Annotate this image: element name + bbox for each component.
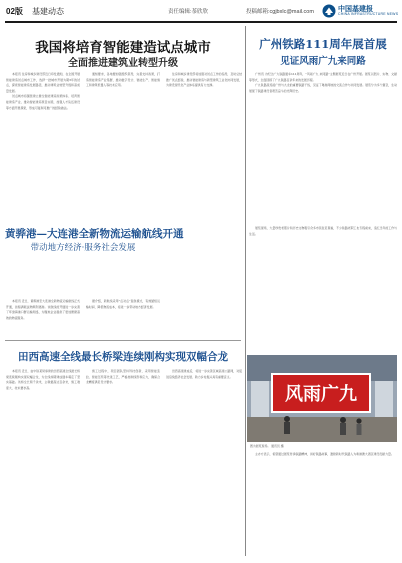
article-paragraph: 本报讯 住房和城乡建设部近日印发通知，在全国开展智能建造试点城市工作，选择一批城市开展为期3年的试点，探索智能建造发展路径，推动建筑业转型升级和高质量发展。 [6,72,80,93]
article-paragraph: 展览现场，大量珍贵老照片和历史文物吸引众多市民驻足观看，不少铁路老职工也专程前来，追忆当年的工作与生活。 [249,226,397,236]
page-header [0,0,402,26]
article-paragraph: 田西高速建成后，将进一步完善区域高速公路网，对促进沿线经济社会发展、助力乡村振兴具有重要意义。 [166,369,242,379]
article-body-column [166,72,242,208]
article-body-column [249,226,397,352]
article-body-column [6,72,80,208]
article-body-column [249,452,397,554]
article-paragraph: 广九铁路是连接广州与九龙的重要铁路干线，见证了粤港两地的交流合作与共同发展。展览分为多个篇章，生动展现了铁路建设者艰苦奋斗的光辉历史。 [249,83,397,93]
logo-subtitle: CHINA INFRASTRUCTURE NEWS [338,12,399,16]
article-body-column [86,72,160,208]
article-paragraph: 主办方表示，希望通过展览传承铁路精神，讲好铁路故事，激励新时代铁路人为粤港澳大湾区建设贡献力量。 [255,452,394,456]
svg-text:风雨广九: 风雨广九 [285,384,357,405]
article-paragraph: 试点城市将围绕建立健全智能建造政策体系、培育智能建造产业、推动智能建造项目实践、加强人才队伍建设等方面开展探索，形成可复制可推广的经验做法。 [6,94,80,110]
article-paragraph: 本报讯 近日，由中铁某局承建的田西高速全线最长桥梁连续刚构实现双幅合龙，为全线如期建成通车奠定了坚实基础。该桥全长两千余米，主墩最高达百余米，施工难度大、技术要求高。 [6,369,80,390]
article-divider [5,340,241,341]
article-body-column [249,72,397,222]
article-subheadline: 见证风雨广九来同路 [280,56,366,67]
section-name: 基建动态 [32,7,64,16]
newspaper-logo [322,4,398,18]
article-body-column [6,299,80,337]
editor-credit: 责任编辑:茶欣欣 [168,9,209,15]
article-headline: 黄骅港—大连港全新物流运输航线开通 [5,228,184,240]
logo-emblem-icon [322,4,336,18]
article-headline: 广州铁路111周年展首展 [259,37,387,51]
article-subheadline: 全面推进建筑业转型升级 [68,58,178,69]
article-paragraph: 广州讯 为纪念广九铁路通车111周年，“风雨广九 来同路”主题展览近日在广州开展。展览以图片、实物、文献等形式，全面回顾了广九铁路百余年来的发展历程。 [249,72,397,82]
photo-caption: 图为展览现场。 通讯员 摄 [250,444,284,448]
article-headline: 我国将培育智能建造试点城市 [35,40,211,56]
article-paragraph: 施工过程中，项目团队坚持科技创新，采用智能张拉、智能压浆等先进工艺，严格控制线形和应力，确保合龙精度满足设计要求。 [86,369,160,385]
article-body-column [86,299,160,337]
article-paragraph: 据介绍，新航线采用“点对点”直航模式，有效缩短运输时间、降低物流成本，将进一步带动地方经济发展。 [86,299,160,309]
exhibition-photo [247,355,397,442]
logo-name: 中国基建报 [338,6,373,13]
page-number: 02版 [6,7,23,16]
article-paragraph: 通知要求，各地要加强组织领导，完善支持政策，打造智能建造产业集群，推动数字设计、智能生产、智能施工和建筑机器人等技术应用。 [86,72,160,88]
article-headline: 田西高速全线最长桥梁连续刚构实现双幅合龙 [18,351,228,363]
article-paragraph: 本报讯 近日，黄骅港至大连港全新物流运输航线正式开通，首船满载货物顺利离港。该航线的开通进一步完善了环渤海港口群运输网络，为腹地企业提供了更加便捷高效的物流服务。 [6,299,80,320]
column-separator [245,26,246,556]
header-rule [5,21,397,23]
article-body-column [86,369,160,555]
article-body-column [166,369,242,555]
submission-email: 投稿邮箱:cgjbxlc@mail.com [246,9,314,15]
article-subheadline: 带动地方经济·服务社会发展 [30,243,136,253]
article-paragraph: 住房和城乡建设部将加强对试点工作的指导，及时总结推广试点经验，推动智能建造与新型建筑工业化协同发展，为建设现代化产业体系提供有力支撑。 [166,72,242,88]
article-body-column [6,369,80,555]
